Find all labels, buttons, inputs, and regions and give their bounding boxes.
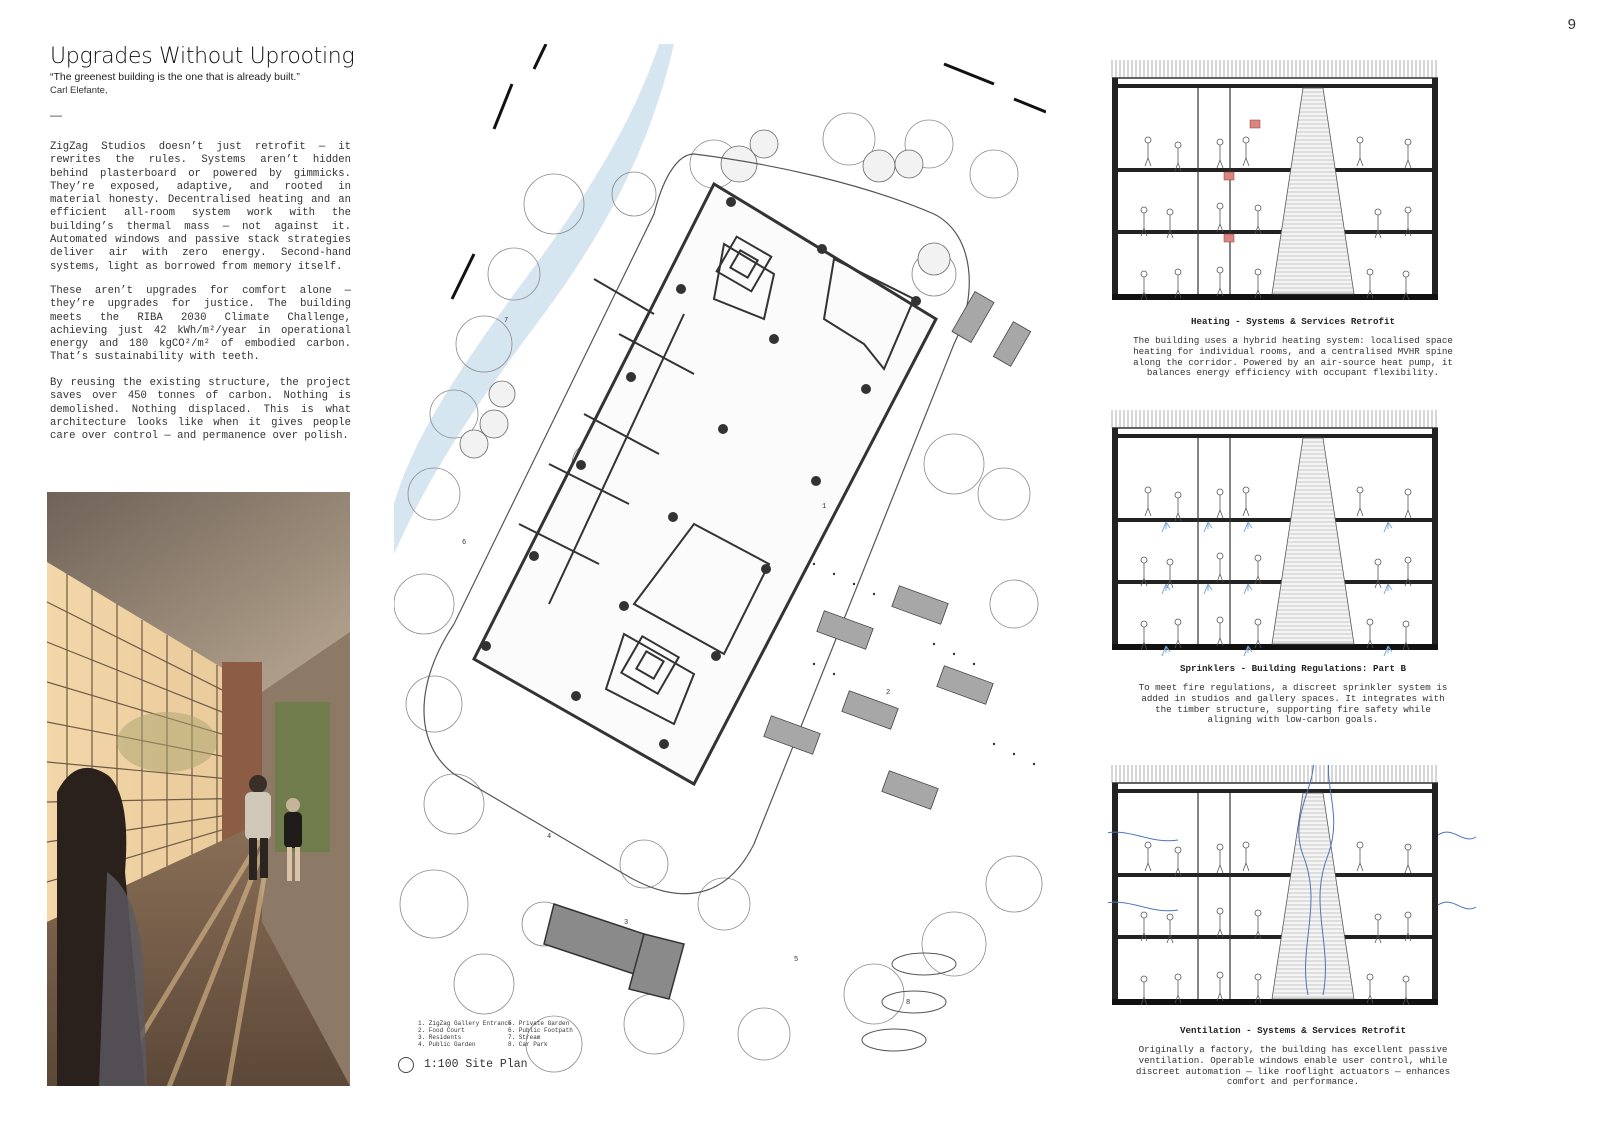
corridor-render-illustration [47,492,350,1086]
separator: — [50,108,62,122]
ventilation-section-description: Originally a factory, the building has excellent passive ventilation. Operable windows enable user control, while discreet automation — like rooflight actuators — enhances comfort and performance. [1135,1044,1451,1088]
legend-item: 4. Public Garden [418,1041,476,1048]
right-wall [1432,78,1438,296]
area-number-1: 1 [822,503,827,511]
left-wall [1112,78,1118,296]
heating-section-description: The building uses a hybrid heating system: localised space heating for individual rooms, and a centralised MVHR spine along the corridor. Powered by an air-source heat pump, it balances energy efficiency with occupant flexibility. [1133,335,1453,379]
sprinkler-section-description: To meet fire regulations, a discreet sprinkler system is added in studios and gallery spaces. It integrates with the timber structure, supporting fire safety while aligning with low-carbon goals. [1138,682,1448,726]
page-title: Upgrades Without Uprooting [50,44,355,69]
central-stair [1272,793,1354,999]
body-paragraph-3: By reusing the existing structure, the project saves over 450 tonnes of carbon. Nothing is demolished. Nothing displaced. This is what architecture looks like when it gives people care over control — and permanence over polish. [50,377,351,443]
legend-item: 6. Public Footpath [508,1027,573,1034]
central-stair [1272,88,1354,294]
site-plan-drawing [394,44,1046,1086]
body-paragraph-2: These aren’t upgrades for comfort alone — they’re upgrades for justice. The building meets the RIBA 2030 Climate Challenge, achieving just 42 kWh/m²/year in operational energy and 180 kgCO²/m² of embodied carbon. That’s sustainability with teeth. [50,285,351,364]
heating-section-drawing [1108,60,1478,314]
legend-item: 2. Food Court [418,1027,465,1034]
floor-slab [1112,935,1438,939]
legend-item: 3. Residents [418,1034,462,1041]
sprinkler-section-drawing [1108,410,1478,664]
floor-slab [1112,518,1438,522]
left-wall [1112,428,1118,646]
area-number-5: 5 [794,956,799,964]
corridor-render-image [47,492,350,1086]
floor-slab [1112,873,1438,877]
quote-author: Carl Elefante, [50,85,108,96]
right-wall [1432,783,1438,1001]
right-wall [1432,428,1438,646]
roof-truss [1112,765,1436,783]
central-stair [1272,438,1354,644]
residents-block [544,904,684,999]
legend-item: 8. Car Park [508,1041,548,1048]
legend-item: 1. ZigZag Gallery Entrance [418,1020,512,1027]
floor-slab [1112,230,1438,234]
ground-slab [1112,294,1438,300]
north-arrow-icon [398,1057,414,1073]
area-number-6: 6 [462,539,467,547]
ventilation-section-drawing [1108,765,1478,1019]
area-number-3: 3 [624,919,629,927]
roof-truss [1112,60,1436,78]
ventilation-section-title: Ventilation - Systems & Services Retrofit [1179,1025,1407,1036]
floor-slab [1112,168,1438,172]
ground-slab [1112,999,1438,1005]
floor-slab [1112,434,1438,438]
area-number-2: 2 [886,689,891,697]
heating-section-title: Heating - Systems & Services Retrofit [1191,316,1395,327]
left-wall [1112,783,1118,1001]
floor-slab [1112,84,1438,88]
site-plan-scale-label: 1:100 Site Plan [424,1058,528,1071]
area-number-4: 4 [547,833,552,841]
area-number-7: 7 [504,317,509,325]
roof-truss [1112,410,1436,428]
quote: “The greenest building is the one that is already built.” [50,71,300,83]
site-plan-svg [394,44,1046,1086]
floor-slab [1112,789,1438,793]
legend-item: 7. Stream [508,1034,541,1041]
sprinkler-section-title: Sprinklers - Building Regulations: Part B [1179,663,1407,674]
body-paragraph-1: ZigZag Studios doesn’t just retrofit — it rewrites the rules. Systems aren’t hidden behind plasterboard or powered by gimmicks. They’re exposed, adaptive, and rooted in material honesty. Decentralised heating and an efficient all-room system work with the building’s thermal mass — not against it. Automated windows and passive stack strategies deliver air with zero energy. Second-hand systems, light as borrowed from memory itself. [50,141,351,273]
floor-slab [1112,580,1438,584]
legend-item: 5. Private Garden [508,1020,570,1027]
site-plan-legend-left [418,1020,512,1048]
site-plan-legend-right [508,1020,573,1048]
page-number: 9 [1567,16,1576,33]
area-number-8: 8 [906,999,911,1007]
